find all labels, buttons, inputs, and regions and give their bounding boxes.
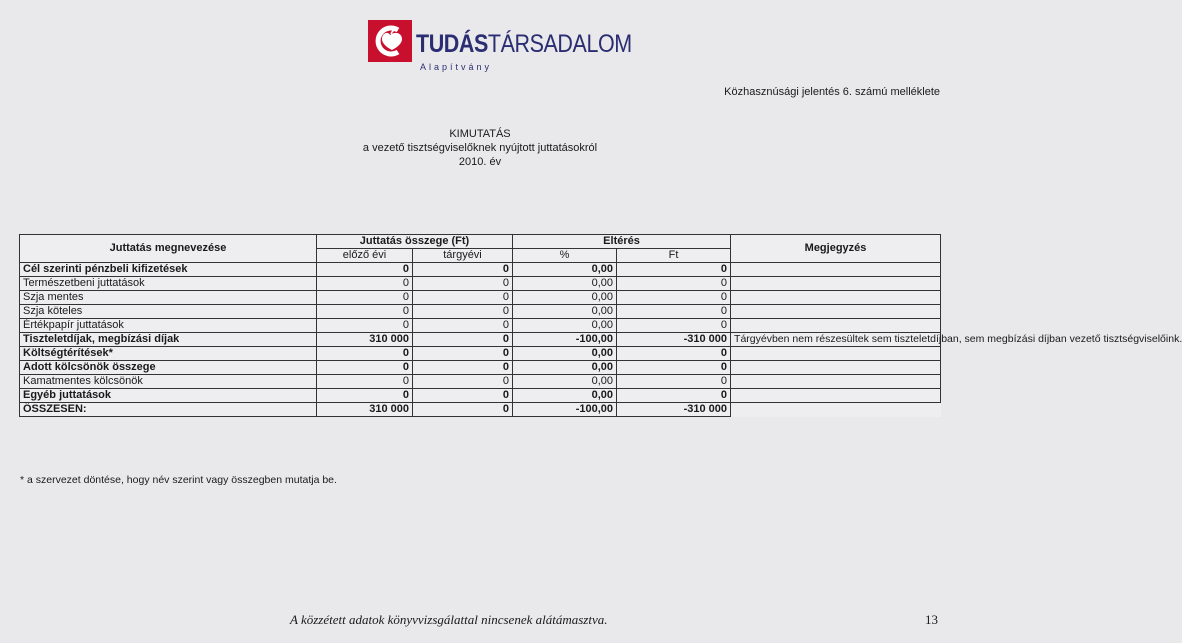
row-prev: 0 (317, 263, 413, 277)
row-note (731, 361, 941, 375)
row-name: Költségtérítések* (20, 347, 317, 361)
row-current: 0 (413, 291, 513, 305)
header-ft: Ft (617, 249, 731, 263)
row-prev: 0 (317, 291, 413, 305)
annex-label: Közhasznúsági jelentés 6. számú melléklete (724, 86, 940, 98)
row-name: Értékpapír juttatások (20, 319, 317, 333)
row-note (731, 319, 941, 333)
row-note (731, 291, 941, 305)
row-ft: -310 000 (617, 333, 731, 347)
row-ft: 0 (617, 319, 731, 333)
logo-subtitle: Alapítvány (420, 62, 493, 72)
row-note (731, 277, 941, 291)
title-line-1: KIMUTATÁS (449, 128, 511, 140)
header-diff: Eltérés (513, 235, 731, 249)
title-line-3: 2010. év (458, 156, 502, 168)
row-prev: 310 000 (317, 403, 413, 417)
row-ft: 0 (617, 347, 731, 361)
row-note (731, 375, 941, 389)
table-row (20, 389, 941, 403)
row-note (731, 403, 941, 417)
row-ft: 0 (617, 389, 731, 403)
row-pct: 0,00 (513, 305, 617, 319)
row-note: Tárgyévben nem részesültek sem tiszteletdíjban, sem megbízási díjban vezető tisztségviselőink. (731, 333, 941, 347)
row-prev: 0 (317, 361, 413, 375)
row-name: Tiszteletdíjak, megbízási díjak (20, 333, 317, 347)
benefits-table (19, 234, 1182, 417)
table-row-total (20, 403, 941, 417)
row-current: 0 (413, 319, 513, 333)
logo-mark-icon (368, 20, 412, 62)
table-row (20, 291, 941, 305)
table-row (20, 361, 941, 375)
row-name: ÖSSZESEN: (20, 403, 317, 417)
row-pct: 0,00 (513, 319, 617, 333)
row-prev: 0 (317, 277, 413, 291)
header-amount: Juttatás összege (Ft) (317, 235, 513, 249)
row-current: 0 (413, 389, 513, 403)
header-prev: előző évi (317, 249, 413, 263)
logo (368, 20, 632, 72)
row-pct: 0,00 (513, 277, 617, 291)
table-row (20, 347, 941, 361)
row-name: Szja mentes (20, 291, 317, 305)
row-note (731, 389, 941, 403)
row-pct: 0,00 (513, 291, 617, 305)
row-prev: 0 (317, 389, 413, 403)
logo-name: TUDÁSTÁRSADALOM (416, 30, 632, 58)
row-name: Természetbeni juttatások (20, 277, 317, 291)
report-title (0, 127, 960, 169)
row-ft: 0 (617, 291, 731, 305)
table-row (20, 305, 941, 319)
page-number: 13 (925, 612, 938, 627)
row-prev: 0 (317, 319, 413, 333)
row-current: 0 (413, 361, 513, 375)
row-name: Cél szerinti pénzbeli kifizetések (20, 263, 317, 277)
row-ft: -310 000 (617, 403, 731, 417)
row-prev: 0 (317, 347, 413, 361)
row-current: 0 (413, 347, 513, 361)
row-note (731, 305, 941, 319)
row-name: Adott kölcsönök összege (20, 361, 317, 375)
row-pct: -100,00 (513, 333, 617, 347)
row-current: 0 (413, 277, 513, 291)
row-pct: 0,00 (513, 375, 617, 389)
row-ft: 0 (617, 277, 731, 291)
row-current: 0 (413, 403, 513, 417)
row-name: Szja köteles (20, 305, 317, 319)
table-row (20, 263, 941, 277)
row-pct: 0,00 (513, 361, 617, 375)
title-line-2: a vezető tisztségviselőknek nyújtott juttatásokról (362, 142, 598, 154)
row-pct: 0,00 (513, 263, 617, 277)
table-row (20, 319, 941, 333)
row-current: 0 (413, 305, 513, 319)
row-current: 0 (413, 333, 513, 347)
footnote: * a szervezet döntése, hogy név szerint vagy összegben mutatja be. (20, 474, 337, 486)
row-pct: -100,00 (513, 403, 617, 417)
row-name: Kamatmentes kölcsönök (20, 375, 317, 389)
table-row (20, 375, 941, 389)
row-current: 0 (413, 263, 513, 277)
footer-disclaimer: A közzétett adatok könyvvizsgálattal nincsenek alátámasztva. (290, 612, 608, 627)
row-pct: 0,00 (513, 347, 617, 361)
row-note (731, 263, 941, 277)
row-prev: 310 000 (317, 333, 413, 347)
table-row (20, 277, 941, 291)
row-current: 0 (413, 375, 513, 389)
header-current: tárgyévi (413, 249, 513, 263)
row-ft: 0 (617, 375, 731, 389)
table-row (20, 333, 941, 347)
row-note (731, 347, 941, 361)
row-prev: 0 (317, 305, 413, 319)
row-ft: 0 (617, 305, 731, 319)
header-name: Juttatás megnevezése (20, 235, 317, 263)
row-ft: 0 (617, 263, 731, 277)
row-name: Egyéb juttatások (20, 389, 317, 403)
header-pct: % (513, 249, 617, 263)
row-prev: 0 (317, 375, 413, 389)
row-ft: 0 (617, 361, 731, 375)
header-note: Megjegyzés (731, 235, 941, 263)
row-pct: 0,00 (513, 389, 617, 403)
